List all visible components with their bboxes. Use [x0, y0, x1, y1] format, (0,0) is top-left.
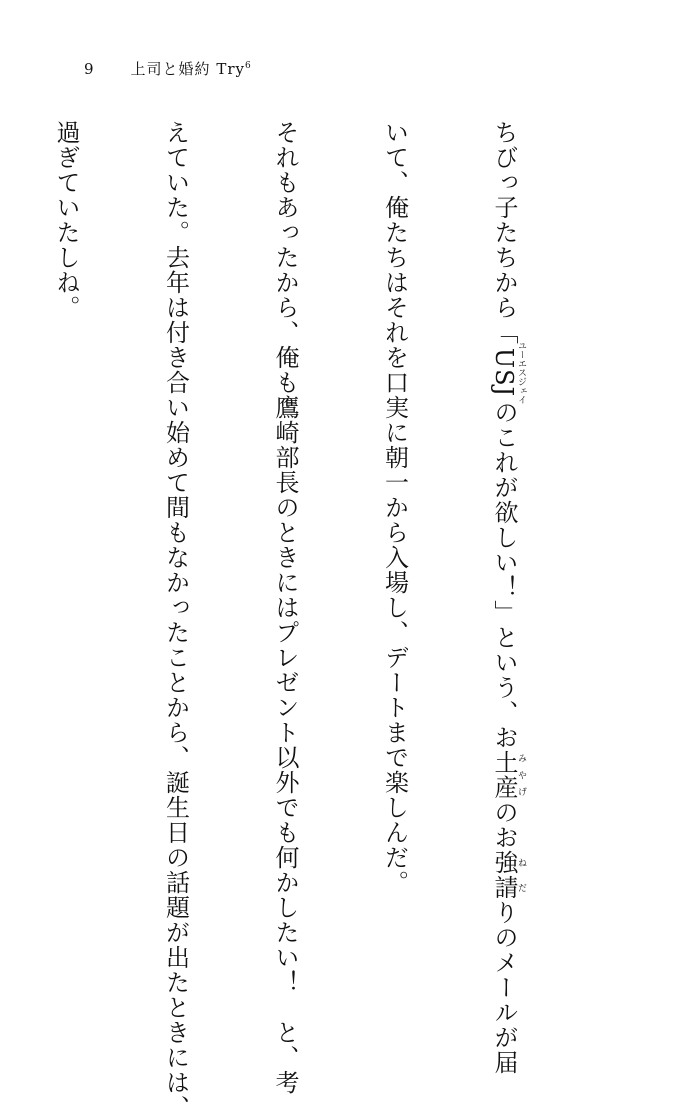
text-run: のお: [490, 799, 518, 850]
running-header: [84, 58, 252, 79]
text-column: えていた。去年は付き合い始めて間もなかったことから、誕生日の話題が出たときには、: [161, 120, 190, 1120]
text-run: ちびっ子たちから「: [490, 120, 518, 345]
text-column: [486, 120, 527, 1075]
ruby-miyage: [490, 749, 526, 800]
ruby-usj: [490, 341, 526, 404]
text-column: それもあったから、俺も鷹崎部長のときにはプレゼント以外でも何かしたい！ と、考: [271, 120, 299, 1095]
text-column: いて、俺たちはそれを口実に朝一から入場し、デートまで楽しんだ。: [380, 120, 409, 895]
volume-number: 6: [244, 61, 252, 71]
ruby-base: 強請: [490, 849, 518, 900]
text-column: 過ぎていたしね。: [52, 120, 80, 320]
ruby-reading: みやげ: [516, 749, 526, 800]
text-run: りのメールが届: [490, 899, 518, 1075]
ruby-base: USJ: [490, 341, 518, 404]
page-number: 9: [84, 60, 95, 78]
ruby-nedari: [490, 849, 526, 900]
ruby-reading: ねだ: [516, 849, 526, 900]
text-run: のこれが欲しい！」という、お: [490, 399, 518, 750]
ruby-reading: ユーエスジェイ: [516, 341, 526, 404]
novel-body-text: [0, 120, 599, 1120]
book-title: 上司と婚約 Try: [130, 60, 245, 78]
ruby-base: 土産: [490, 749, 518, 800]
